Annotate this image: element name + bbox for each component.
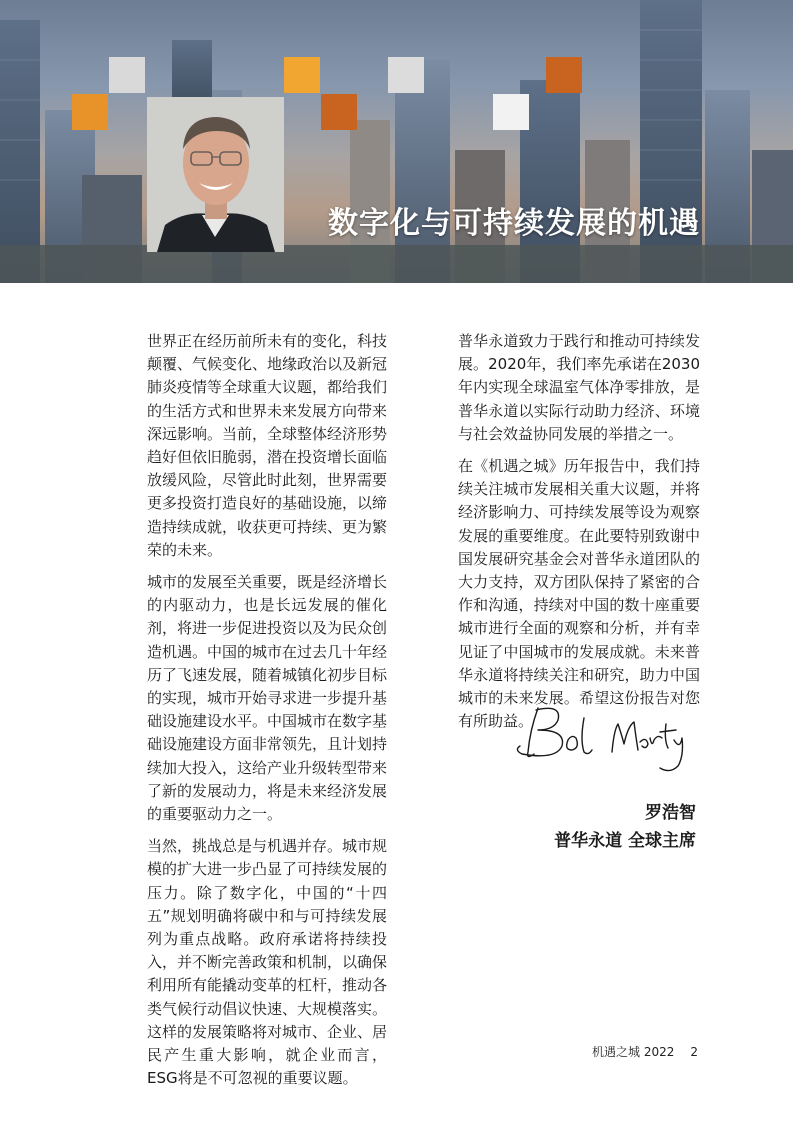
letter-paragraph: 世界正在经历前所未有的变化，科技颠覆、气候变化、地缘政治以及新冠肺炎疫情等全球重大议题，都给我们的生活方式和世界未来发展方向带来深远影响。当前，全球整体经济形势趋好但依旧脆弱，潜在投资增长面临放缓风险，尽管此时此刻，世界需要更多投资打造良好的基础设施，以缔造持续成就，收获更可持续、更为繁荣的未来。	[147, 332, 388, 559]
decor-square-dark-orange-2	[546, 57, 582, 93]
decor-square-dark-orange-1	[321, 94, 357, 130]
page-number: 2	[690, 1045, 698, 1059]
page-title: 数字化与可持续发展的机遇	[328, 206, 700, 241]
decor-square-light-1	[109, 57, 145, 93]
letter-left-column	[147, 330, 387, 1100]
letter-paragraph: 普华永道致力于践行和推动可持续发展。2020年，我们率先承诺在2030年内实现全球温室气体净零排放，是普华永道以实际行动助力经济、环境与社会效益协同发展的举措之一。	[458, 332, 700, 443]
report-name: 机遇之城 2022	[592, 1045, 675, 1059]
letter-paragraph: 当然，挑战总是与机遇并存。城市规模的扩大进一步凸显了可持续发展的压力。除了数字化，中国的“十四五”规划明确将碳中和与可持续发展列为重点战略。政府承诺将持续投入，并不断完善政策和机制，以确保利用所有能撬动变革的杠杆，推动各类气候行动倡议快速、大规模落实。这样的发展策略将对城市、企业、居民产生重大影响，就企业而言，ESG将是不可忽视的重要议题。	[147, 837, 388, 1088]
decor-square-orange-2	[284, 57, 320, 93]
handwritten-signature	[510, 700, 700, 780]
letter-right-column	[458, 330, 700, 742]
letter-paragraph: 在《机遇之城》历年报告中，我们持续关注城市发展相关重大议题，并将经济影响力、可持续发展等设为观察发展的重要维度。在此要特别致谢中国发展研究基金会对普华永道团队的大力支持，双方团队保持了紧密的合作和沟通，持续对中国的数十座重要城市进行全面的观察和分析，并有幸见证了中国城市的发展成就。未来普华永道将持续关注和研究，助力中国城市的未来发展。希望这份报告对您有所助益。	[458, 457, 700, 731]
signatory-name: 罗浩智	[645, 803, 696, 823]
decor-square-orange-1	[72, 94, 108, 130]
header-banner	[0, 0, 793, 283]
page-footer	[592, 1043, 698, 1060]
chairman-portrait	[147, 97, 284, 252]
letter-paragraph: 城市的发展至关重要，既是经济增长的内驱动力，也是长远发展的催化剂，将进一步促进投资以及为民众创造机遇。中国的城市在过去几十年经历了飞速发展，随着城镇化初步目标的实现，城市开始寻求进一步提升基础设施建设水平。中国城市在数字基础设施建设方面非常领先，且计划持续加大投入，这给产业升级转型带来了新的发展动力，将是未来经济发展的重要驱动力之一。	[147, 573, 388, 824]
signatory-role: 普华永道 全球主席	[554, 831, 696, 851]
decor-square-white	[493, 94, 529, 130]
decor-square-light-2	[388, 57, 424, 93]
